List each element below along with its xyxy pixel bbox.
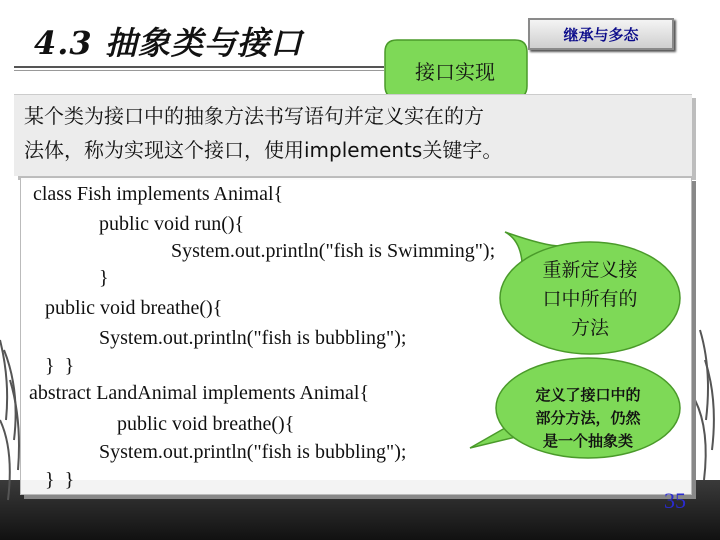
callout-partial-methods <box>498 384 678 453</box>
code-line: public void breathe(){ <box>117 413 295 435</box>
callout-line: 方法 <box>570 317 609 339</box>
callout-line: 重新定义接 <box>542 259 638 281</box>
code-line: public void run(){ <box>99 213 245 235</box>
description-line-2: 法体，称为实现这个接口，使用implements关键字。 <box>24 138 503 162</box>
code-line: } } <box>45 355 75 377</box>
code-line: class Fish implements Animal{ <box>33 183 284 205</box>
code-line: public void breathe(){ <box>45 297 223 319</box>
section-label: 接口实现 <box>415 59 495 84</box>
slide-title: 4.3 抽象类与接口 <box>34 24 303 62</box>
code-line: System.out.println("fish is Swimming"); <box>171 240 496 262</box>
code-line: System.out.println("fish is bubbling"); <box>99 441 407 463</box>
callout-line: 部分方法，仍然 <box>535 409 641 427</box>
page-number: 35 <box>664 488 686 513</box>
code-line: } <box>99 267 109 289</box>
description-line-1: 某个类为接口中的抽象方法书写语句并定义实在的方 <box>24 104 484 128</box>
code-line: } } <box>45 469 75 491</box>
code-line: System.out.println("fish is bubbling"); <box>99 327 407 349</box>
callout-line: 是一个抽象类 <box>542 432 633 450</box>
nav-button-inheritance[interactable]: 继承与多态 <box>528 18 674 50</box>
callout-redefine-methods <box>500 256 680 343</box>
callout-line: 定义了接口中的 <box>535 386 641 404</box>
callout-line: 口中所有的 <box>542 288 638 310</box>
code-line: abstract LandAnimal implements Animal{ <box>29 382 370 404</box>
